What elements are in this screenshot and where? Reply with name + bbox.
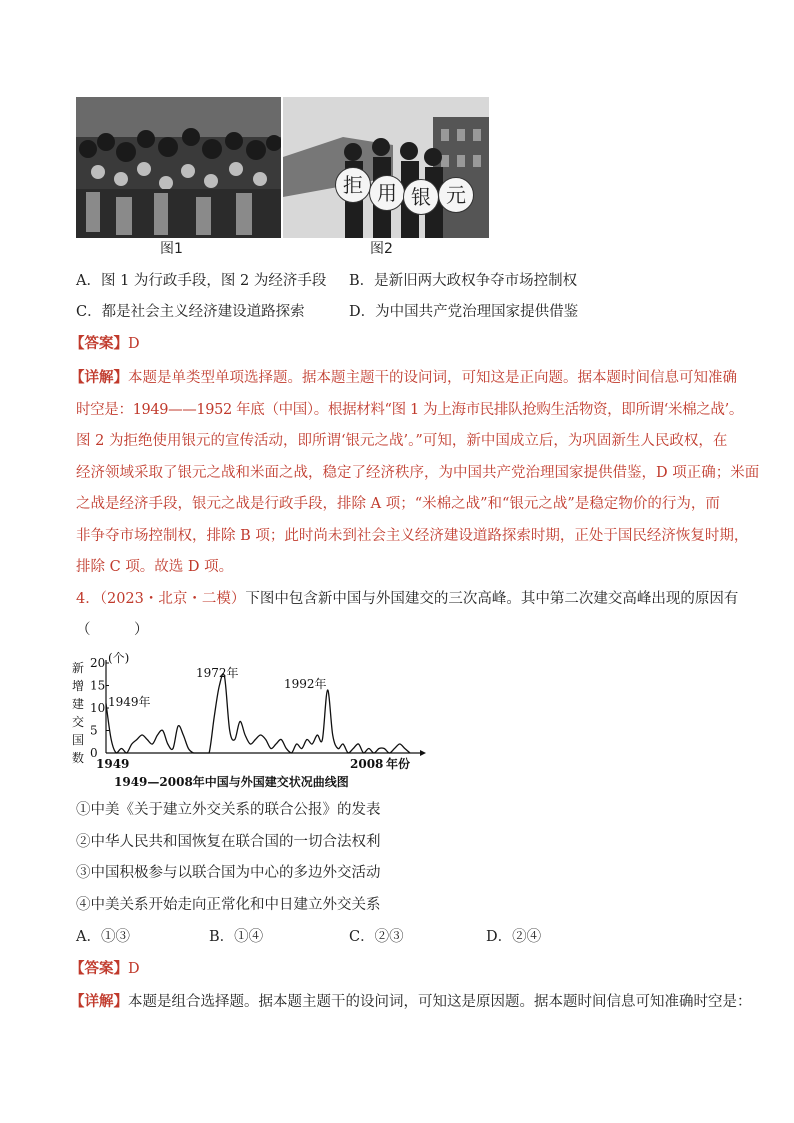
q3-detail-line-6: 非争夺市场控制权，排除 B 项；此时尚未到社会主义经济建设道路探索时期，正处于国民经济恢复时期， bbox=[76, 528, 749, 544]
series-line bbox=[106, 674, 410, 753]
q3-detail-line-5: 之战是经济手段，银元之战是行政手段，排除 A 项；“米棉之战”和“银元之战”是稳定物价的行为，而 bbox=[76, 496, 720, 512]
ylabel-char-5: 国 bbox=[72, 733, 85, 747]
protest-photo-image bbox=[283, 97, 489, 238]
sign-3: 银 bbox=[403, 179, 439, 215]
q4-statement-1: ①中美《关于建立外交关系的联合公报》的发表 bbox=[76, 802, 381, 818]
q4-answer-value: D bbox=[128, 961, 140, 977]
x-axis-arrow bbox=[420, 750, 426, 756]
q4-statement-3: ③中国积极参与以联合国为中心的多边外交活动 bbox=[76, 865, 381, 881]
annotation-1949: 1949年 bbox=[108, 695, 151, 709]
q3-detail-text-1: 本题是单类型单项选择题。据本题主题干的设问词，可知这是正向题。据本题时间信息可知准确 bbox=[128, 370, 737, 386]
y-tick-20: 20 bbox=[90, 656, 106, 670]
ylabel-char-6: 数 bbox=[72, 751, 85, 765]
q4-answer-label: 【答案】 bbox=[70, 960, 128, 977]
ylabel-char-3: 建 bbox=[72, 697, 85, 711]
y-unit: (个) bbox=[108, 651, 130, 665]
q3-detail-line-7: 排除 C 项。故选 D 项。 bbox=[76, 559, 234, 575]
q3-option-d: D．为中国共产党治理国家提供借鉴 bbox=[349, 304, 579, 320]
y-tick-15: 15 bbox=[90, 678, 106, 693]
q4-stem bbox=[76, 589, 738, 609]
q4-statement-4: ④中美关系开始走向正常化和中日建立外交关系 bbox=[76, 897, 381, 913]
figure-2-photo bbox=[283, 97, 489, 238]
q4-source: 4．（2023・北京・二模） bbox=[76, 591, 246, 607]
q3-option-a: A．图 1 为行政手段，图 2 为经济手段 bbox=[76, 273, 327, 289]
ylabel-char-1: 新 bbox=[72, 661, 85, 675]
q3-option-b: B．是新旧两大政权争夺市场控制权 bbox=[349, 273, 578, 289]
y-axis-vertical-label bbox=[72, 661, 84, 765]
annotation-1972: 1972年 bbox=[196, 666, 239, 680]
q4-blank: （ ） bbox=[76, 622, 149, 638]
annotation-1992: 1992年 bbox=[284, 677, 327, 691]
sign-2: 用 bbox=[369, 175, 405, 211]
y-tick-5: 5 bbox=[90, 723, 98, 738]
ylabel-char-4: 交 bbox=[72, 715, 85, 729]
ylabel-char-2: 增 bbox=[72, 679, 85, 693]
chart-title: 1949—2008年中国与外国建交状况曲线图 bbox=[114, 775, 349, 789]
q4-option-c: C．②③ bbox=[349, 929, 404, 945]
q4-option-a: A．①③ bbox=[76, 929, 130, 945]
q3-answer-value: D bbox=[128, 336, 140, 352]
q3-detail-line-4: 经济领域采取了银元之战和米面之战，稳定了经济秩序，为中国共产党治理国家提供借鉴，D 项正确；米面 bbox=[76, 465, 760, 481]
y-tick-10: 10 bbox=[90, 701, 106, 715]
q4-detail-text-1: 本题是组合选择题。据本题主题干的设问词，可知这是原因题。据本题时间信息可知准确时空是： bbox=[128, 994, 752, 1010]
x-tick-1949: 1949 bbox=[96, 757, 130, 771]
q4-detail-label: 【详解】 bbox=[70, 993, 128, 1010]
y-tick-0: 0 bbox=[90, 746, 98, 760]
q3-detail-line-2: 时空是：1949——1952 年底（中国）。根据材料“图 1 为上海市民排队抢购生活物资，即所谓‘米棉之战’。 bbox=[76, 402, 743, 418]
q3-detail-line-1 bbox=[70, 368, 737, 388]
q4-option-b: B．①④ bbox=[209, 929, 264, 945]
q4-detail-line-1 bbox=[70, 992, 752, 1012]
figure-2-caption: 图2 bbox=[370, 241, 393, 257]
x-unit: 年份 bbox=[386, 757, 411, 771]
crowd-photo-image bbox=[76, 97, 281, 238]
q4-answer bbox=[70, 959, 140, 979]
q3-answer bbox=[70, 334, 140, 354]
q3-answer-label: 【答案】 bbox=[70, 335, 128, 352]
sign-4: 元 bbox=[438, 177, 474, 213]
q3-detail-line-3: 图 2 为拒绝使用银元的宣传活动，即所谓‘银元之战’。”可知，新中国成立后，为巩固新生人民政权，在 bbox=[76, 433, 728, 449]
q3-option-c: C．都是社会主义经济建设道路探索 bbox=[76, 304, 305, 320]
figure-1-caption: 图1 bbox=[160, 241, 183, 257]
q4-statement-2: ②中华人民共和国恢复在联合国的一切合法权利 bbox=[76, 834, 381, 850]
x-tick-2008: 2008 bbox=[350, 757, 384, 771]
q3-detail-label: 【详解】 bbox=[70, 369, 128, 386]
q4-stem-text: 下图中包含新中国与外国建交的三次高峰。其中第二次建交高峰出现的原因有 bbox=[245, 591, 739, 607]
diplomacy-chart bbox=[70, 650, 430, 800]
figure-1-photo bbox=[76, 97, 281, 238]
sign-1: 拒 bbox=[335, 167, 371, 203]
q4-option-d: D．②④ bbox=[486, 929, 542, 945]
